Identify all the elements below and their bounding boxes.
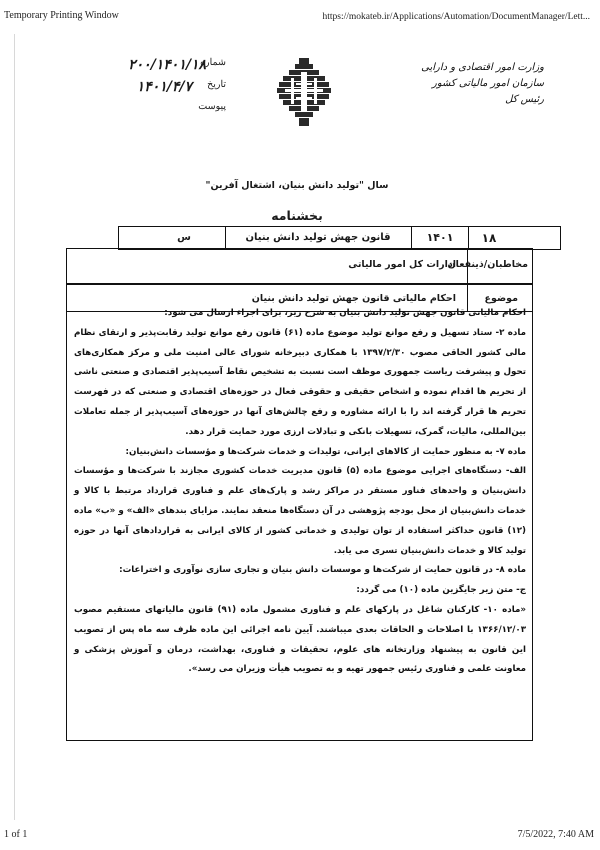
window-title: Temporary Printing Window xyxy=(4,10,119,21)
recipients-value: ادارات کل امور مالیاتی xyxy=(348,259,456,270)
reference-block xyxy=(76,57,226,127)
print-datetime: 7/5/2022, 7:40 AM xyxy=(517,829,594,840)
organization-name: سازمان امور مالیاتی کشور xyxy=(432,78,544,89)
year-motto: سال "تولید دانش بنیان، اشتغال آفرین" xyxy=(205,180,389,191)
document-type-heading: بخشنامه xyxy=(271,208,323,223)
recipients-subject-box xyxy=(66,248,533,312)
scanned-document xyxy=(14,34,580,820)
reference-date-row xyxy=(76,79,226,99)
body-paragraph-article-7: ماده ۷- به منظور حمایت از کالاهای ایرانی، تولیدات و خدمات شرکت‌ها و مؤسسات دانش‌بنیان: xyxy=(125,446,526,457)
circular-number: ۱۸ xyxy=(481,231,497,245)
body-paragraph-article-2: ماده ۲- ستاد تسهیل و رفع موانع تولید موضوع ماده (۶۱) قانون رفع موانع تولید رقابت‌پذیر و ارتقای نظام مالی کشور الحاقی مصوب ۱۳۹۷/۲/۳۰ با همکاری دبیرخانه شورای عالی امنیت ملی و مرکز همکاری‌های تحول و پیشرفت ریاست جمهوری موظف است نسبت به تشخیص نقاط آسیب‌پذیر اقتصادی و صنعتی ناشی از تحریم ها اقدام نموده و اشخاص حقیقی و حقوقی فعال در حوزه‌های اقتصادی و صنعتی که در فهرست تحریم ها قرار گرفته اند را با ارائه مشاوره و رفع چالش‌های آنها در حوزه‌های آسیب‌پذیر از جمله تعاملات بین‌المللی، مالیات، گمرک، تسهیلات بانکی و تبادلات ارزی مورد حمایت قرار دهد. xyxy=(74,327,526,437)
page-url: https://mokateb.ir/Applications/Automation/DocumentManager/Lett... xyxy=(322,12,590,22)
subject-label: موضوع xyxy=(484,293,518,304)
body-paragraph-clause-jim: ج- متن زیر جایگزین ماده (۱۰) می گردد: xyxy=(356,585,526,596)
circular-subject: قانون جهش تولید دانش بنیان xyxy=(245,232,391,243)
header-divider xyxy=(225,227,227,249)
circular-code: س xyxy=(177,232,191,243)
info-divider xyxy=(67,283,532,285)
reference-date-value: ۱۴۰۱/۴/۷ xyxy=(136,79,192,95)
body-paragraph-intro: احکام مالیاتی قانون جهش تولید دانش بنیان به شرح زیر، برای اجراء ارسال می شود: xyxy=(164,308,526,318)
reference-number-label: شماره xyxy=(200,57,226,68)
print-header xyxy=(0,0,600,30)
body-paragraph-clause-alef: الف- دستگاه‌های اجرایی موضوع ماده (۵) قانون مدیریت خدمات کشوری مجازند با شرکت‌ها و مؤسسات دانش‌بنیان و واحدهای فناور مستقر در مراکز رشد و پارک‌های علم و فناوری قرارداد مرتبط با کالا و خدمات دانش‌بنیان از محل بودجه پژوهشی در آن دستگاه‌ها منعقد نمایند. مزایای بندهای «الف» و «ب» ماده (۱۲) قانون حداکثر استفاده از توان تولیدی و خدماتی کشور از کالای ایرانی به قراردادهای آنها در حوزه تولید کالا و خدمات دانش‌بنیان تسری می یابد. xyxy=(74,466,527,556)
header-divider xyxy=(468,227,470,249)
body-text xyxy=(74,304,526,680)
page-count: 1 of 1 xyxy=(4,829,28,840)
body-paragraph-article-10: «ماده ۱۰- کارکنان شاغل در پارکهای علم و فناوری مشمول ماده (۹۱) قانون مالیاتهای مستقیم مصوب ۱۳۶۶/۱۲/۰۳ با اصلاحات و الحاقات بعدی میباشند. آیین نامه اجرائی این ماده ظرف سه ماه پس از تصویب این قانون به پیشنهاد وزارتخانه های علوم، تحقیقات و فناوری، بهداشت، درمان و آموزش پزشکی و معاونت علمی و فناوری رئیس جمهور تهیه و به تصویب هیأت وزیران می رسد». xyxy=(74,604,526,675)
subject-value: احکام مالیاتی قانون جهش تولید دانش بنیان xyxy=(251,293,456,304)
body-paragraph-article-8: ماده ۸- در قانون حمایت از شرکت‌ها و موسسات دانش بنیان و تجاری سازی نوآوری و اختراعات: xyxy=(119,565,526,576)
print-footer xyxy=(0,825,600,845)
reference-attachment-label: پیوست xyxy=(198,101,226,112)
national-emblem-icon xyxy=(271,56,337,130)
circular-header-table xyxy=(118,226,561,250)
reference-date-label: تاریخ xyxy=(207,79,226,90)
header-divider xyxy=(411,227,413,249)
reference-number-row xyxy=(76,57,226,77)
reference-attachment-row xyxy=(76,101,226,121)
position-title: رئیس کل xyxy=(505,94,544,105)
circular-year: ۱۴۰۱ xyxy=(426,231,454,244)
reference-number-value: ۲۰۰/۱۴۰۱/۱۸ xyxy=(128,57,206,73)
ministry-name: وزارت امور اقتصادی و دارایی xyxy=(421,62,544,73)
recipients-label: مخاطبان/ذینفعان xyxy=(447,259,528,270)
letterhead xyxy=(394,60,544,108)
